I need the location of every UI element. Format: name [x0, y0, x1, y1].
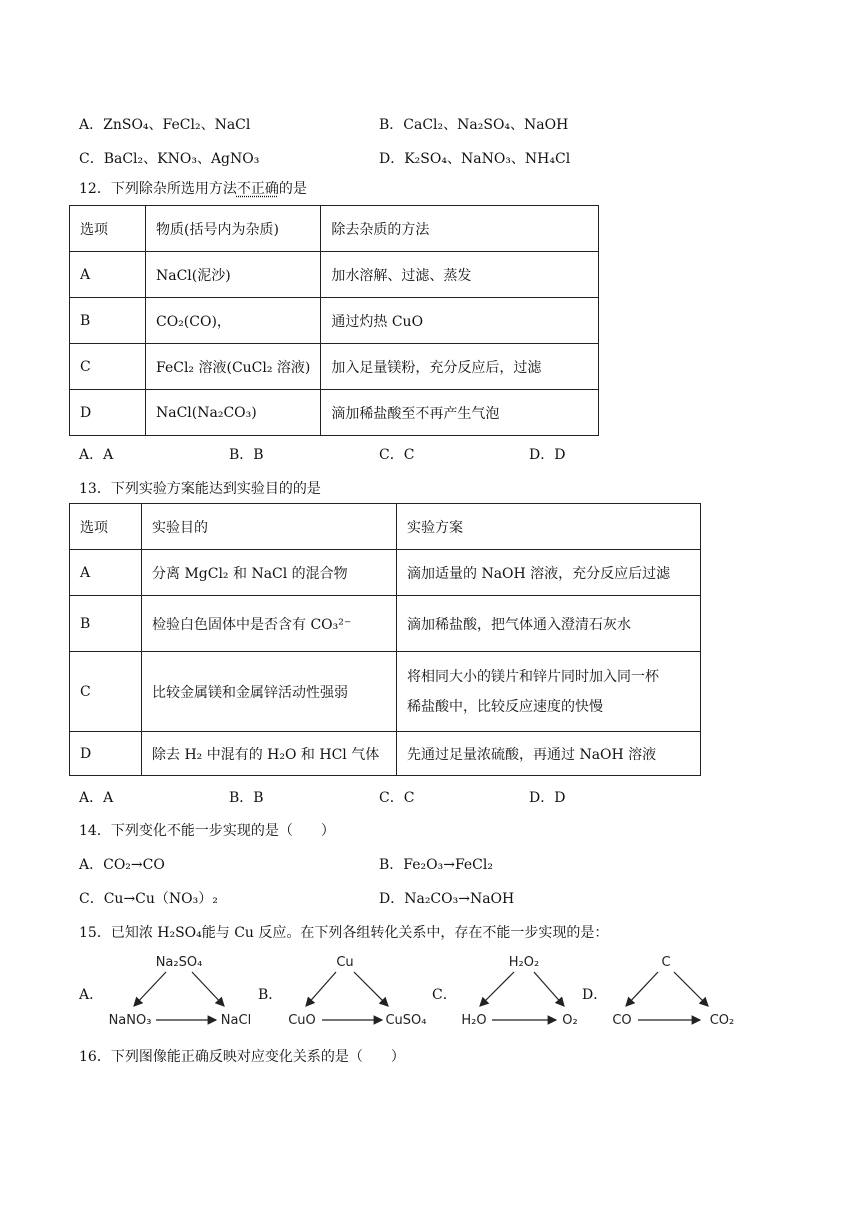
q15-option-d-label: D． — [582, 987, 608, 1003]
table-row — [70, 344, 599, 390]
table-header-cell: 除去杂质的方法 — [321, 206, 599, 252]
table-cell-goal: 除去 H₂ 中混有的 H₂O 和 HCl 气体 — [142, 732, 397, 776]
table-row — [70, 732, 701, 776]
q12-stem-emphasis: 不正确 — [236, 181, 279, 197]
diagram-right-label: O₂ — [562, 1013, 578, 1028]
diagram-left-label: H₂O — [461, 1013, 487, 1028]
q15-diagram-c — [456, 950, 586, 1030]
q13-stem: 13．下列实验方案能达到实验目的的是 — [79, 481, 321, 497]
diagram-top-label: Cu — [336, 955, 354, 970]
q12-answer-a: A．A — [79, 447, 114, 463]
table-header-cell: 物质(括号内为杂质) — [146, 206, 321, 252]
table-cell-option: A — [70, 550, 142, 596]
table-cell-plan: 滴加稀盐酸，把气体通入澄清石灰水 — [397, 596, 701, 652]
q14-option-c: C．Cu→Cu（NO₃）₂ — [79, 891, 218, 907]
q15-stem: 15．已知浓 H₂SO₄能与 Cu 反应。在下列各组转化关系中，存在不能一步实现的是： — [79, 925, 609, 941]
table-header-cell: 选项 — [70, 206, 146, 252]
table-header-cell: 实验方案 — [397, 504, 701, 550]
q15-option-a-label: A． — [79, 987, 104, 1003]
table-row — [70, 550, 701, 596]
q16-stem: 16．下列图像能正确反映对应变化关系的是（ ） — [79, 1049, 405, 1065]
q13-answer-b: B．B — [229, 790, 264, 806]
table-cell-substance: CO₂(CO)， — [146, 298, 321, 344]
q12-stem — [79, 178, 307, 198]
diagram-top-label: C — [661, 955, 671, 970]
q14-stem: 14．下列变化不能一步实现的是（ ） — [79, 823, 335, 839]
table-cell-method: 滴加稀盐酸至不再产生气泡 — [321, 390, 599, 436]
table-header-row — [70, 504, 701, 550]
q11-option-b: B．CaCl₂、Na₂SO₄、NaOH — [379, 117, 569, 133]
q12-table — [69, 205, 599, 436]
diagram-left-label: CuO — [288, 1013, 316, 1028]
table-cell-substance: NaCl(泥沙) — [146, 252, 321, 298]
table-row — [70, 252, 599, 298]
table-row — [70, 298, 599, 344]
table-cell-method: 通过灼热 CuO — [321, 298, 599, 344]
q13-answer-c: C．C — [379, 790, 415, 806]
q11-option-a: A．ZnSO₄、FeCl₂、NaCl — [79, 117, 251, 133]
q12-answer-c: C．C — [379, 447, 415, 463]
table-cell-method: 加入足量镁粉，充分反应后，过滤 — [321, 344, 599, 390]
q11-option-d: D．K₂SO₄、NaNO₃、NH₄Cl — [379, 151, 571, 167]
table-header-cell: 选项 — [70, 504, 142, 550]
table-cell-option: D — [70, 732, 142, 776]
q13-answer-d: D．D — [529, 790, 566, 806]
table-cell-plan: 滴加适量的 NaOH 溶液，充分反应后过滤 — [397, 550, 701, 596]
q13-table — [69, 503, 701, 776]
plan-line-2: 稀盐酸中，比较反应速度的快慢 — [407, 698, 603, 715]
q15-diagram-a — [104, 950, 254, 1030]
diagram-left-label: CO — [612, 1013, 632, 1028]
q15-diagram-d — [608, 950, 742, 1030]
q11-option-c: C．BaCl₂、KNO₃、AgNO₃ — [79, 151, 260, 167]
q12-answer-d: D．D — [529, 447, 566, 463]
table-header-row — [70, 206, 599, 252]
table-cell-option: A — [70, 252, 146, 298]
table-cell-option: C — [70, 652, 142, 732]
diagram-top-label: H₂O₂ — [508, 955, 540, 970]
table-cell-option: C — [70, 344, 146, 390]
plan-line-1: 将相同大小的镁片和锌片同时加入同一杯 — [407, 668, 659, 685]
table-row — [70, 652, 701, 732]
table-cell-plan: 先通过足量浓硫酸，再通过 NaOH 溶液 — [397, 732, 701, 776]
table-cell-goal: 比较金属镁和金属锌活动性强弱 — [142, 652, 397, 732]
q13-answer-a: A．A — [79, 790, 114, 806]
diagram-right-label: CuSO₄ — [385, 1013, 427, 1028]
q14-option-a: A．CO₂→CO — [79, 857, 165, 873]
table-cell-substance: NaCl(Na₂CO₃) — [146, 390, 321, 436]
q15-diagram-b — [284, 950, 434, 1030]
table-cell-goal: 分离 MgCl₂ 和 NaCl 的混合物 — [142, 550, 397, 596]
q14-option-b: B．Fe₂O₃→FeCl₂ — [379, 857, 493, 873]
q15-option-c-label: C． — [432, 987, 457, 1003]
table-cell-plan — [397, 652, 701, 732]
table-cell-method: 加水溶解、过滤、蒸发 — [321, 252, 599, 298]
diagram-top-label: Na₂SO₄ — [155, 955, 203, 970]
table-row — [70, 390, 599, 436]
table-cell-option: B — [70, 298, 146, 344]
table-cell-goal: 检验白色固体中是否含有 CO₃²⁻ — [142, 596, 397, 652]
q12-stem-post: 的是 — [278, 181, 307, 197]
q14-option-d: D．Na₂CO₃→NaOH — [379, 891, 515, 907]
q12-answer-b: B．B — [229, 447, 264, 463]
table-cell-option: D — [70, 390, 146, 436]
q12-stem-pre: 12．下列除杂所选用方法 — [79, 181, 237, 197]
diagram-left-label: NaNO₃ — [108, 1013, 152, 1028]
table-cell-option: B — [70, 596, 142, 652]
table-row — [70, 596, 701, 652]
table-header-cell: 实验目的 — [142, 504, 397, 550]
q15-option-b-label: B． — [258, 987, 283, 1003]
diagram-right-label: NaCl — [220, 1013, 252, 1028]
table-cell-substance: FeCl₂ 溶液(CuCl₂ 溶液) — [146, 344, 321, 390]
diagram-right-label: CO₂ — [709, 1013, 735, 1028]
